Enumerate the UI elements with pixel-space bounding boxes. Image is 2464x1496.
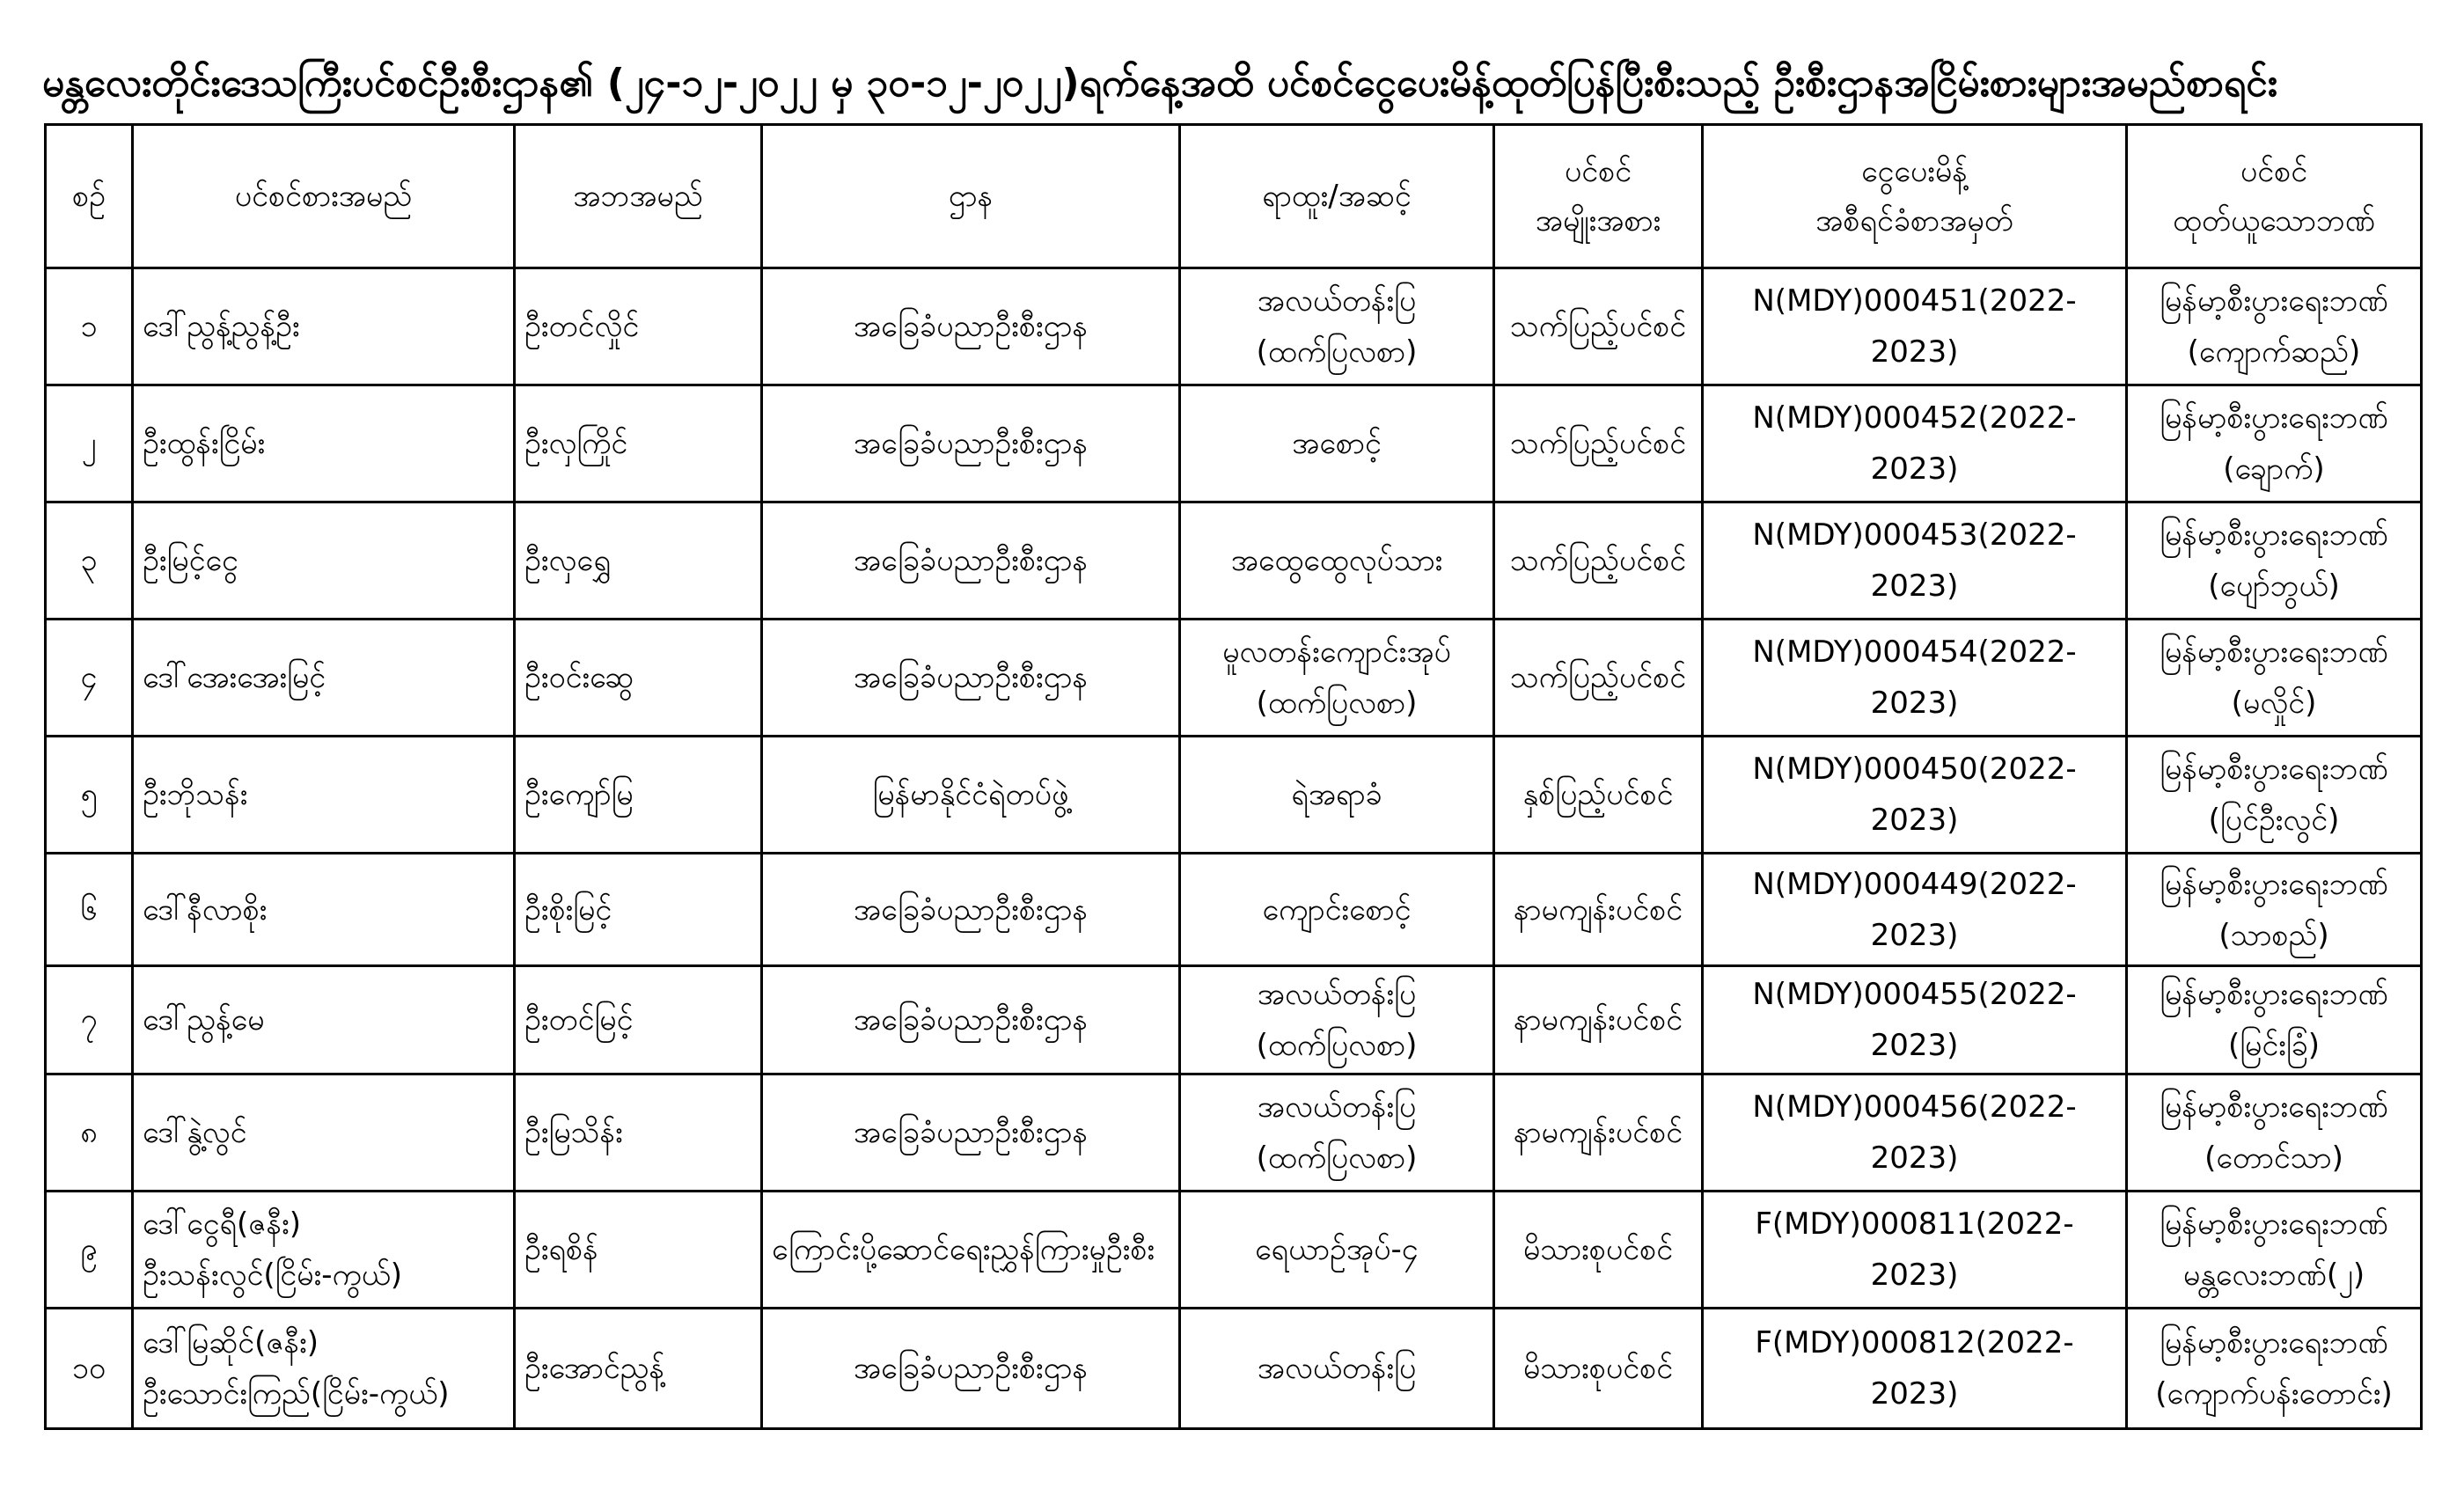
cell-payment-order: N(MDY)000451(2022-2023) (1703, 268, 2127, 385)
cell-bank: မြန်မာ့စီးပွားရေးဘဏ် (မလှိုင်) (2127, 620, 2422, 737)
header-rank: ရာထူး/အဆင့် (1180, 125, 1494, 268)
cell-department: အခြေခံပညာဦးစီးဌာန (762, 502, 1180, 620)
cell-department: အခြေခံပညာဦးစီးဌာန (762, 620, 1180, 737)
cell-no: ၃ (46, 502, 133, 620)
cell-payment-order: N(MDY)000456(2022-2023) (1703, 1074, 2127, 1192)
cell-name: ဒေါ်ငွေရီ(ဇနီး) ဦးသန်းလွင်(ငြိမ်း-ကွယ်) (133, 1192, 515, 1309)
cell-pension-type: သက်ပြည့်ပင်စင် (1494, 268, 1703, 385)
cell-payment-order: N(MDY)000450(2022-2023) (1703, 737, 2127, 854)
cell-name: ဦးမြင့်ငွေ (133, 502, 515, 620)
cell-bank: မြန်မာ့စီးပွားရေးဘဏ် (မြင်းခြံ) (2127, 966, 2422, 1074)
table-row (46, 268, 2422, 385)
cell-no: ၆ (46, 854, 133, 966)
cell-payment-order: F(MDY)000812(2022-2023) (1703, 1309, 2127, 1429)
cell-payment-order: N(MDY)000454(2022-2023) (1703, 620, 2127, 737)
cell-rank: အလယ်တန်းပြ (ထက်ပြလစာ) (1180, 966, 1494, 1074)
cell-bank: မြန်မာ့စီးပွားရေးဘဏ် (သာစည်) (2127, 854, 2422, 966)
cell-father: ဦးမြသိန်း (515, 1074, 762, 1192)
cell-pension-type: နာမကျန်းပင်စင် (1494, 966, 1703, 1074)
cell-name: ဒေါ်မြဆိုင်(ဇနီး) ဦးသောင်းကြည်(ငြိမ်း-ကွယ်) (133, 1309, 515, 1429)
header-payment-order: ငွေပေးမိန့် အစီရင်ခံစာအမှတ် (1703, 125, 2127, 268)
cell-payment-order: N(MDY)000449(2022-2023) (1703, 854, 2127, 966)
cell-department: မြန်မာနိုင်ငံရဲတပ်ဖွဲ့ (762, 737, 1180, 854)
header-row (46, 125, 2422, 268)
cell-department: အခြေခံပညာဦးစီးဌာန (762, 385, 1180, 502)
cell-father: ဦးတင်မြင့် (515, 966, 762, 1074)
header-bank: ပင်စင် ထုတ်ယူသောဘဏ် (2127, 125, 2422, 268)
cell-pension-type: နာမကျန်းပင်စင် (1494, 854, 1703, 966)
cell-name: ဒေါ်ညွန့်ညွန့်ဦး (133, 268, 515, 385)
cell-no: ၄ (46, 620, 133, 737)
cell-department: အခြေခံပညာဦးစီးဌာန (762, 1074, 1180, 1192)
cell-department: အခြေခံပညာဦးစီးဌာန (762, 268, 1180, 385)
cell-rank: ရေယာဉ်အုပ်-၄ (1180, 1192, 1494, 1309)
cell-pension-type: သက်ပြည့်ပင်စင် (1494, 620, 1703, 737)
cell-father: ဦးဝင်းဆွေ (515, 620, 762, 737)
table-row (46, 1192, 2422, 1309)
cell-pension-type: သက်ပြည့်ပင်စင် (1494, 502, 1703, 620)
cell-name: ဦးဘိုသန်း (133, 737, 515, 854)
cell-no: ၅ (46, 737, 133, 854)
cell-rank: ရဲအရာခံ (1180, 737, 1494, 854)
cell-pension-type: သက်ပြည့်ပင်စင် (1494, 385, 1703, 502)
cell-rank: အလယ်တန်းပြ (ထက်ပြလစာ) (1180, 268, 1494, 385)
header-pension-type: ပင်စင် အမျိုးအစား (1494, 125, 1703, 268)
table-row (46, 620, 2422, 737)
table-row (46, 737, 2422, 854)
cell-father: ဦးအောင်ညွန့် (515, 1309, 762, 1429)
cell-father: ဦးစိုးမြင့် (515, 854, 762, 966)
cell-department: အခြေခံပညာဦးစီးဌာန (762, 1309, 1180, 1429)
cell-department: ကြောင်းပို့ဆောင်ရေးညွှန်ကြားမှုဦးစီး (762, 1192, 1180, 1309)
header-father: အဘအမည် (515, 125, 762, 268)
cell-payment-order: N(MDY)000452(2022-2023) (1703, 385, 2127, 502)
cell-no: ၂ (46, 385, 133, 502)
header-name: ပင်စင်စားအမည် (133, 125, 515, 268)
table-row (46, 1309, 2422, 1429)
header-no: စဉ် (46, 125, 133, 268)
cell-rank: အလယ်တန်းပြ (ထက်ပြလစာ) (1180, 1074, 1494, 1192)
cell-name: ဒေါ်နွဲ့လွင် (133, 1074, 515, 1192)
cell-bank: မြန်မာ့စီးပွားရေးဘဏ် (ပျော်ဘွယ်) (2127, 502, 2422, 620)
cell-department: အခြေခံပညာဦးစီးဌာန (762, 966, 1180, 1074)
cell-payment-order: F(MDY)000811(2022-2023) (1703, 1192, 2127, 1309)
cell-no: ၉ (46, 1192, 133, 1309)
table-row (46, 966, 2422, 1074)
cell-name: ဒေါ်ညွန့်မေ (133, 966, 515, 1074)
cell-pension-type: မိသားစုပင်စင် (1494, 1192, 1703, 1309)
cell-father: ဦးကျော်မြ (515, 737, 762, 854)
cell-bank: မြန်မာ့စီးပွားရေးဘဏ် (ပြင်ဦးလွင်) (2127, 737, 2422, 854)
cell-father: ဦးလှရွှေ (515, 502, 762, 620)
cell-bank: မြန်မာ့စီးပွားရေးဘဏ် (တောင်သာ) (2127, 1074, 2422, 1192)
cell-name: ဒေါ်နီလာစိုး (133, 854, 515, 966)
cell-pension-type: မိသားစုပင်စင် (1494, 1309, 1703, 1429)
cell-rank: အထွေထွေလုပ်သား (1180, 502, 1494, 620)
cell-bank: မြန်မာ့စီးပွားရေးဘဏ် (ချောက်) (2127, 385, 2422, 502)
header-department: ဌာန (762, 125, 1180, 268)
table-row (46, 1074, 2422, 1192)
cell-pension-type: နာမကျန်းပင်စင် (1494, 1074, 1703, 1192)
cell-father: ဦးလှကြိုင် (515, 385, 762, 502)
cell-bank: မြန်မာ့စီးပွားရေးဘဏ် (ကျောက်ပန်းတောင်း) (2127, 1309, 2422, 1429)
table-row (46, 502, 2422, 620)
cell-rank: အစောင့် (1180, 385, 1494, 502)
cell-pension-type: နှစ်ပြည့်ပင်စင် (1494, 737, 1703, 854)
cell-bank: မြန်မာ့စီးပွားရေးဘဏ် မန္တလေးဘဏ်(၂) (2127, 1192, 2422, 1309)
cell-payment-order: N(MDY)000453(2022-2023) (1703, 502, 2127, 620)
cell-rank: မူလတန်းကျောင်းအုပ် (ထက်ပြလစာ) (1180, 620, 1494, 737)
cell-bank: မြန်မာ့စီးပွားရေးဘဏ် (ကျောက်ဆည်) (2127, 268, 2422, 385)
cell-name: ဒေါ်အေးအေးမြင့် (133, 620, 515, 737)
cell-no: ၁ (46, 268, 133, 385)
table-row (46, 385, 2422, 502)
cell-father: ဦးရစိန် (515, 1192, 762, 1309)
page-title: မန္တလေးတိုင်းဒေသကြီးပင်စင်ဦးစီးဌာန၏ (၂၄-၁၂-၂၀၂၂ မှ ၃၀-၁၂-၂၀၂၂)ရက်နေ့အထိ ပင်စင်ငွေပေးမိန့်ထုတ်ပြန်ပြီးစီးသည့် ဦးစီးဌာနအငြိမ်းစားများအမည်စာရင်း (42, 61, 2277, 106)
cell-payment-order: N(MDY)000455(2022-2023) (1703, 966, 2127, 1074)
cell-name: ဦးထွန်းငြိမ်း (133, 385, 515, 502)
pension-table (44, 123, 2423, 1430)
cell-no: ၁၀ (46, 1309, 133, 1429)
cell-no: ၇ (46, 966, 133, 1074)
cell-rank: အလယ်တန်းပြ (1180, 1309, 1494, 1429)
cell-no: ၈ (46, 1074, 133, 1192)
cell-rank: ကျောင်းစောင့် (1180, 854, 1494, 966)
cell-father: ဦးတင်လှိုင် (515, 268, 762, 385)
cell-department: အခြေခံပညာဦးစီးဌာန (762, 854, 1180, 966)
table-row (46, 854, 2422, 966)
